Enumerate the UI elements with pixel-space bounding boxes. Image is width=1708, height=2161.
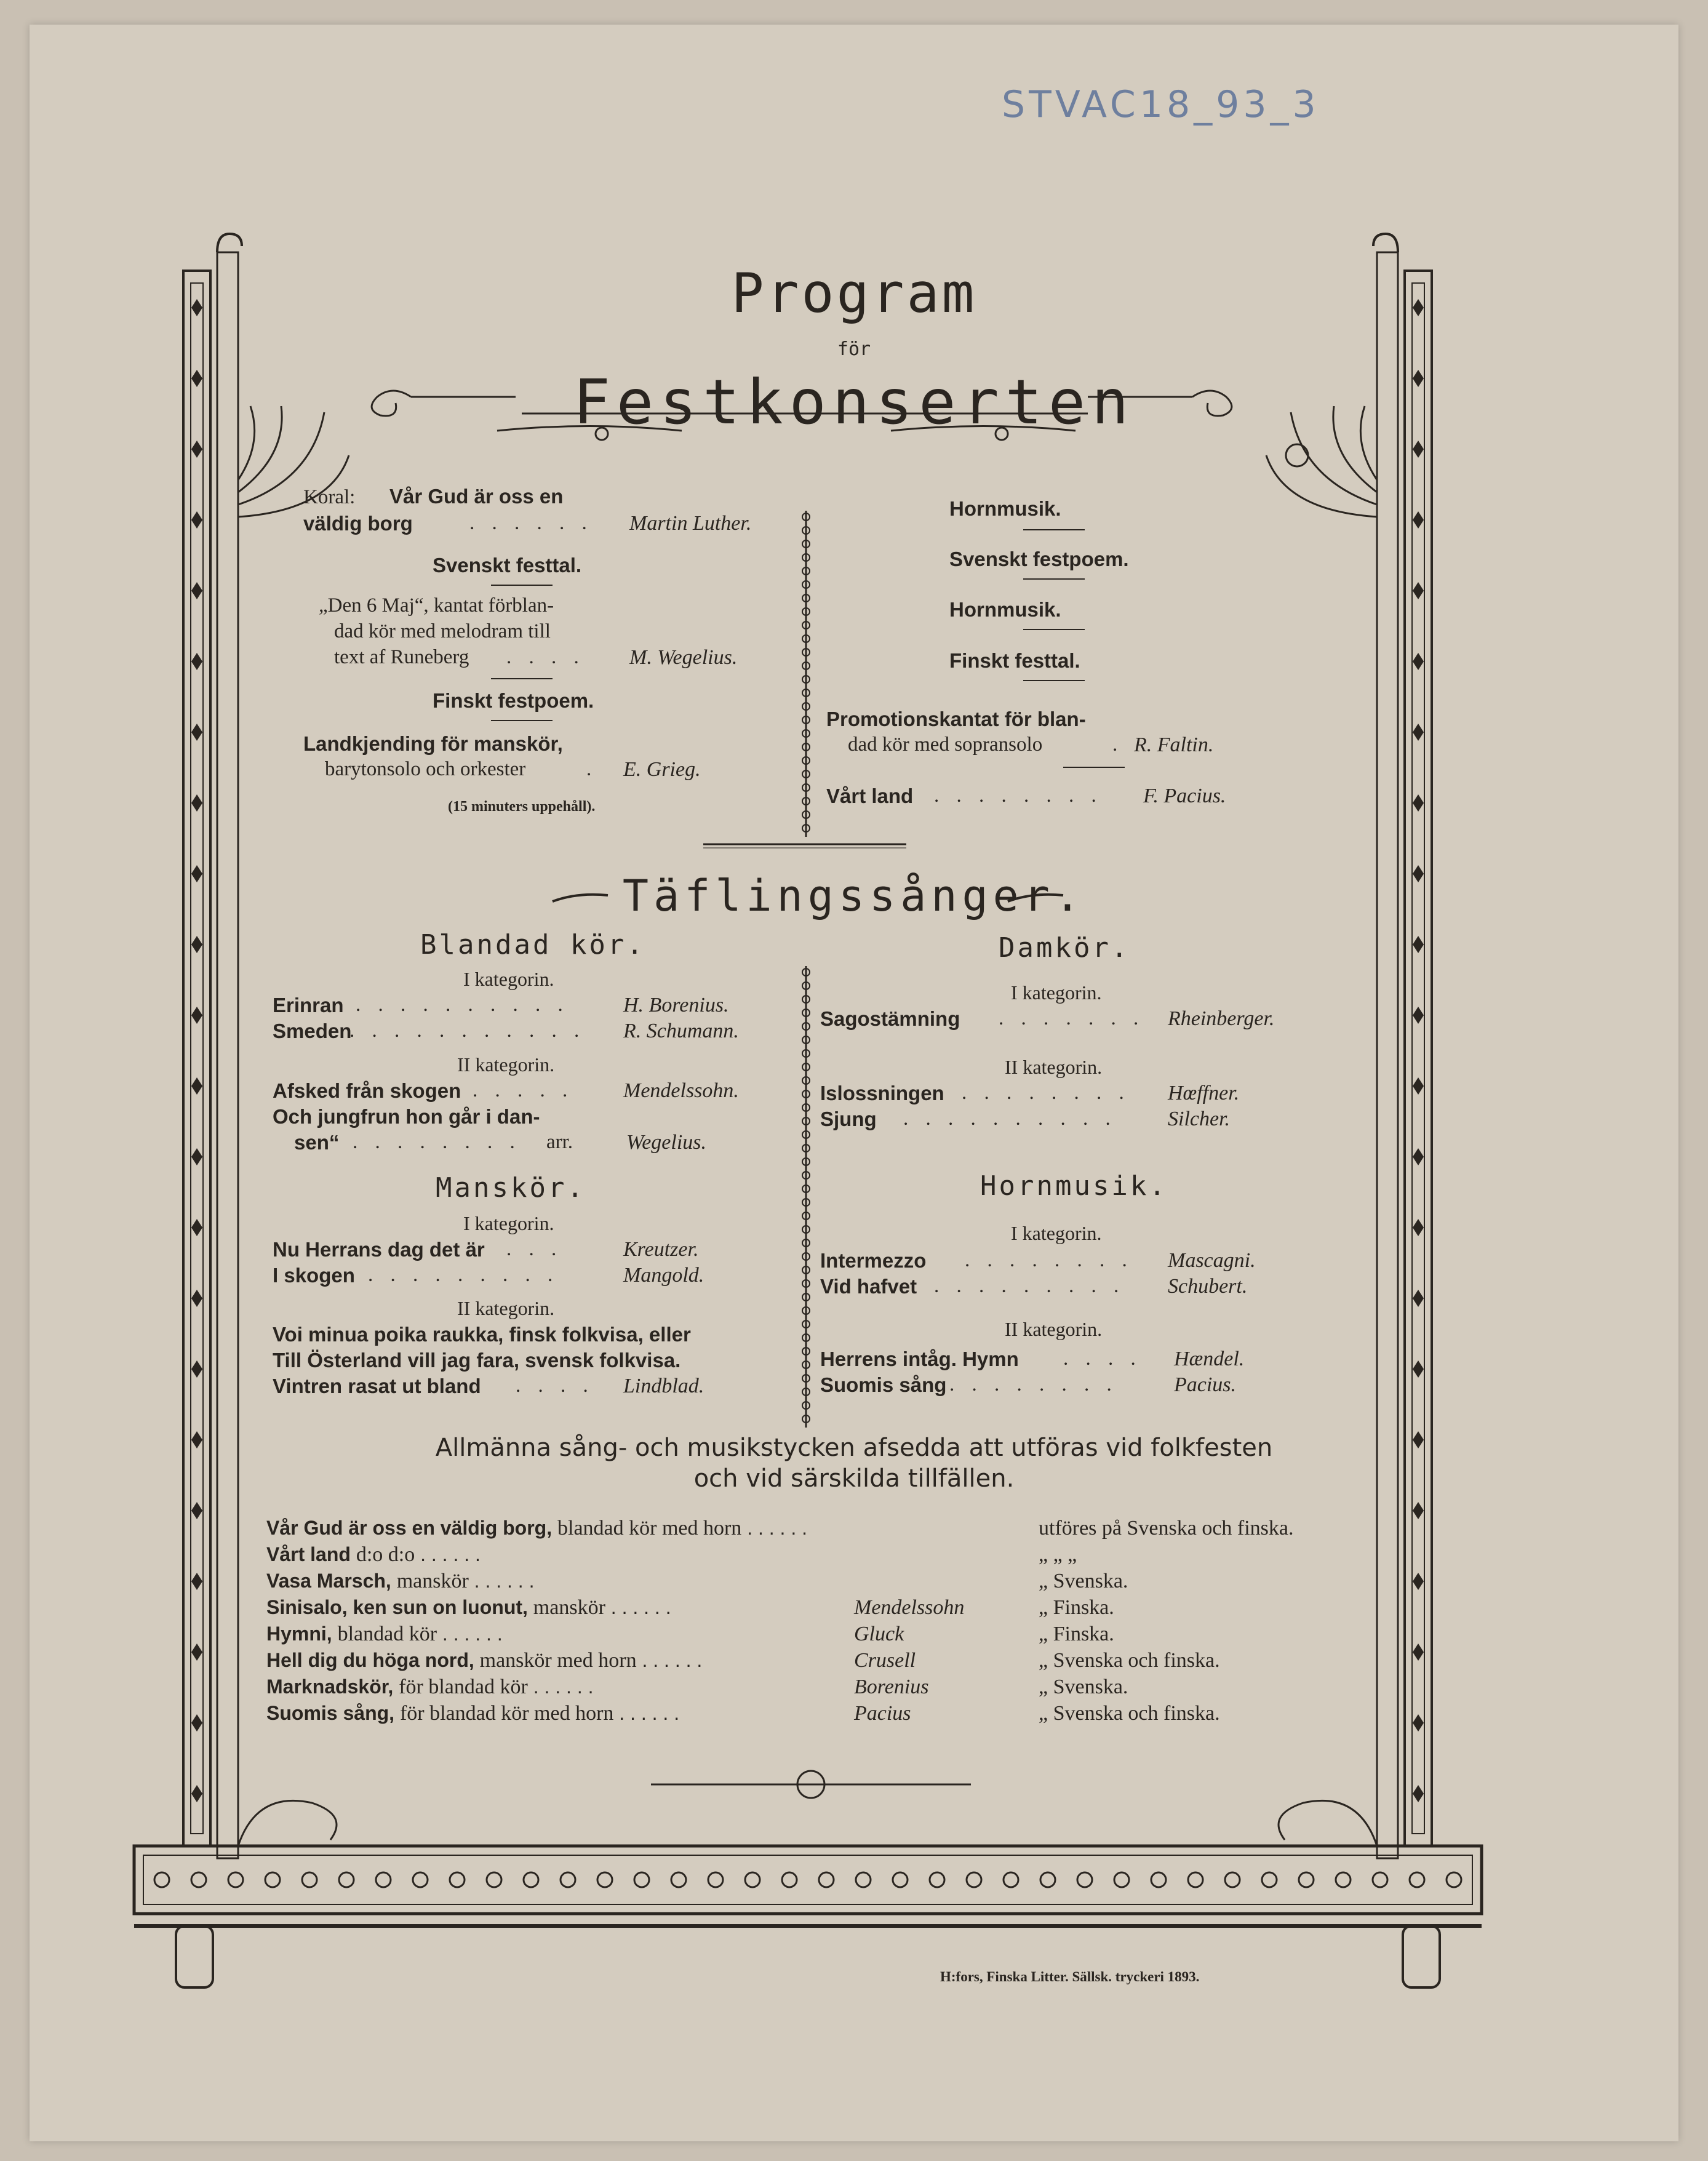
pillar-diamond bbox=[191, 1785, 202, 1802]
koral-title-2: väldig borg bbox=[303, 512, 413, 535]
intermezzo: Intermezzo bbox=[820, 1249, 927, 1272]
program-title: Program bbox=[731, 262, 977, 325]
general-row-title: Marknadskör, bbox=[266, 1676, 394, 1698]
dot-leader: . bbox=[586, 758, 598, 780]
band-rosette bbox=[930, 1872, 944, 1887]
dot-leader: . . . . . . . . bbox=[949, 1373, 1118, 1396]
svenskt-festtal: Svenskt festtal. bbox=[433, 554, 582, 577]
band-rosette bbox=[819, 1872, 834, 1887]
islossningen-composer: Hœffner. bbox=[1168, 1082, 1240, 1104]
separator bbox=[1023, 680, 1085, 681]
manskor-heading: Manskör. bbox=[436, 1172, 586, 1204]
herrens-intag-composer: Hændel. bbox=[1174, 1348, 1245, 1370]
vid-hafvet-composer: Schubert. bbox=[1168, 1275, 1248, 1298]
general-row-title: Vår Gud är oss en väldig borg, bbox=[266, 1517, 553, 1539]
pillar-diamond bbox=[191, 1290, 202, 1307]
general-row: Vår Gud är oss en väldig borg, blandad kör med horn . . . . . . bbox=[266, 1517, 807, 1540]
damkor-cat-1: I kategorin. bbox=[1011, 981, 1102, 1004]
pillar-diamond bbox=[1413, 936, 1424, 953]
general-row: Marknadskör, för blandad kör . . . . . . bbox=[266, 1676, 594, 1698]
herrens-intag: Herrens intåg. Hymn bbox=[820, 1348, 1019, 1370]
general-row-title: Suomis sång, bbox=[266, 1702, 395, 1724]
i-skogen: I skogen bbox=[273, 1264, 355, 1287]
band-rosette bbox=[1336, 1872, 1351, 1887]
pillar-diamond bbox=[1413, 653, 1424, 670]
landkjending-composer: E. Grieg. bbox=[623, 758, 701, 781]
general-row-language: „ Finska. bbox=[1039, 1596, 1114, 1619]
dot-leader: . . . . . . . . . bbox=[934, 1275, 1125, 1297]
sagostamning: Sagostämning bbox=[820, 1007, 960, 1030]
separator bbox=[1063, 767, 1125, 768]
sjung-composer: Silcher. bbox=[1168, 1108, 1231, 1130]
band-rosette bbox=[228, 1872, 243, 1887]
pillar-diamond bbox=[1413, 1785, 1424, 1802]
pillar-diamond bbox=[1413, 1714, 1424, 1732]
separator bbox=[491, 720, 553, 721]
hornmusik-cat-2: II kategorin. bbox=[1005, 1318, 1103, 1340]
dot-leader: . . . . . . . . bbox=[353, 1131, 521, 1153]
dot-leader: . . . . . . . . bbox=[934, 785, 1103, 807]
general-row-detail: manskör bbox=[396, 1570, 469, 1592]
pillar-diamond bbox=[191, 1148, 202, 1165]
hornmusik-2: Hornmusik. bbox=[949, 598, 1061, 621]
blandad-cat-2: II kategorin. bbox=[457, 1053, 555, 1076]
till-osterland-text: Till Österland vill jag fara, svensk folkvisa. bbox=[273, 1349, 681, 1372]
blandad-kor-heading: Blandad kör. bbox=[420, 929, 645, 961]
jungfrun-arr: arr. bbox=[546, 1131, 573, 1153]
band-rosette bbox=[1151, 1872, 1166, 1887]
pillar-diamond bbox=[1413, 1219, 1424, 1236]
kantat-line-2: dad kör med melodram till bbox=[334, 620, 551, 642]
band-rosette bbox=[191, 1872, 206, 1887]
band-rosette bbox=[1410, 1872, 1424, 1887]
contest-title: Täflingssånger. bbox=[622, 871, 1086, 921]
band-rosette bbox=[265, 1872, 280, 1887]
general-row: Hell dig du höga nord, manskör med horn . . . . . . bbox=[266, 1649, 703, 1672]
program-for: för bbox=[837, 338, 871, 360]
band-rosette bbox=[450, 1872, 465, 1887]
general-row-composer: Borenius bbox=[854, 1676, 929, 1698]
intermezzo-composer: Mascagni. bbox=[1168, 1249, 1256, 1272]
band-rosette bbox=[1225, 1872, 1240, 1887]
band-rosette bbox=[893, 1872, 908, 1887]
pillar-diamond bbox=[1413, 1573, 1424, 1590]
band-rosette bbox=[967, 1872, 981, 1887]
koral-title-1: Vår Gud är oss en bbox=[389, 485, 564, 508]
vintren: Vintren rasat ut bland bbox=[273, 1375, 481, 1397]
dot-leader: . . . . . . . . . bbox=[368, 1264, 559, 1286]
dot-leader: . . . . . bbox=[473, 1079, 574, 1101]
general-row-language: „ Svenska. bbox=[1039, 1570, 1128, 1592]
band-rosette bbox=[1077, 1872, 1092, 1887]
dot-leader: . . . . . . . . bbox=[962, 1082, 1130, 1104]
separator bbox=[491, 585, 553, 586]
pillar-diamond bbox=[191, 1007, 202, 1024]
kantat-composer: M. Wegelius. bbox=[629, 646, 738, 669]
band-rosette bbox=[154, 1872, 169, 1887]
general-row-composer: Pacius bbox=[854, 1702, 911, 1725]
promotionskantat-composer: R. Faltin. bbox=[1134, 733, 1214, 756]
islossningen: Islossningen bbox=[820, 1082, 944, 1104]
erinran: Erinran bbox=[273, 994, 344, 1017]
koral-prefix: Koral: bbox=[303, 486, 356, 508]
general-heading-2: och vid särskilda tillfällen. bbox=[693, 1464, 1015, 1493]
svenskt-festpoem: Svenskt festpoem. bbox=[949, 548, 1129, 570]
pillar-diamond bbox=[191, 1714, 202, 1732]
general-row-title: Vasa Marsch, bbox=[266, 1570, 391, 1592]
band-rosette bbox=[671, 1872, 686, 1887]
pillar-diamond bbox=[191, 1644, 202, 1661]
general-row-composer: Gluck bbox=[854, 1623, 904, 1645]
landkjending-line-2: barytonsolo och orkester bbox=[325, 758, 526, 780]
separator bbox=[1023, 629, 1085, 630]
pillar-diamond bbox=[1413, 511, 1424, 529]
general-row-detail: blandad kör med horn bbox=[557, 1517, 742, 1540]
band-rosette bbox=[856, 1872, 871, 1887]
voi-minua bbox=[273, 1323, 691, 1346]
pillar-diamond bbox=[191, 1360, 202, 1378]
jungfrun-line-1: Och jungfrun hon går i dan- bbox=[273, 1105, 540, 1128]
voi-minua-text: Voi minua poika raukka, finsk folkvisa, eller bbox=[273, 1323, 691, 1346]
band-rosette bbox=[1004, 1872, 1018, 1887]
jungfrun-line-2: sen“ bbox=[294, 1131, 340, 1154]
pillar-diamond bbox=[1413, 1502, 1424, 1519]
promotionskantat-line-1: Promotionskantat för blan- bbox=[826, 708, 1086, 730]
separator bbox=[491, 678, 553, 679]
pillar-diamond bbox=[1413, 1360, 1424, 1378]
pillar-diamond bbox=[1413, 1644, 1424, 1661]
dot-leader: . . . . . . . bbox=[999, 1007, 1145, 1029]
damkor-heading: Damkör. bbox=[999, 932, 1130, 964]
separator bbox=[1023, 578, 1085, 580]
landkjending-text: Landkjending för manskör, bbox=[303, 732, 563, 755]
program-sheet bbox=[30, 25, 1678, 2141]
dot-leader: . . . . bbox=[506, 646, 585, 668]
general-row-language: utföres på Svenska och finska. bbox=[1039, 1517, 1294, 1540]
general-row: Vasa Marsch, manskör . . . . . . bbox=[266, 1570, 535, 1592]
blandad-cat-1: I kategorin. bbox=[463, 968, 554, 990]
damkor-cat-2: II kategorin. bbox=[1005, 1056, 1103, 1078]
dot-leader: . . . bbox=[506, 1238, 563, 1260]
band-rosette bbox=[302, 1872, 317, 1887]
till-osterland bbox=[273, 1349, 680, 1372]
general-heading-1: Allmänna sång- och musikstycken afsedda att utföras vid folkfesten bbox=[435, 1434, 1273, 1462]
smeden-composer: R. Schumann. bbox=[623, 1020, 739, 1042]
suomis-sang-composer: Pacius. bbox=[1174, 1373, 1237, 1396]
pillar-diamond bbox=[191, 724, 202, 741]
pillar-diamond bbox=[191, 936, 202, 953]
pillar-diamond bbox=[1413, 1077, 1424, 1095]
vid-hafvet: Vid hafvet bbox=[820, 1275, 917, 1298]
erinran-composer: H. Borenius. bbox=[623, 994, 729, 1017]
band-rosette bbox=[634, 1872, 649, 1887]
general-row-language: „ Svenska och finska. bbox=[1039, 1702, 1220, 1725]
general-row: Sinisalo, ken sun on luonut, manskör . . . . . . bbox=[266, 1596, 671, 1619]
pillar-diamond bbox=[191, 794, 202, 812]
band-rosette bbox=[1262, 1872, 1277, 1887]
promotionskantat-line-2: dad kör med sopransolo bbox=[848, 733, 1043, 756]
dot-leader: . . . . . . bbox=[469, 512, 593, 534]
pillar-diamond bbox=[1413, 794, 1424, 812]
band-rosette bbox=[782, 1872, 797, 1887]
dot-leader: . . . . bbox=[1063, 1348, 1142, 1370]
general-row-language: „ „ „ bbox=[1039, 1543, 1077, 1566]
vart-land: Vårt land bbox=[826, 785, 914, 807]
pillar-diamond bbox=[1413, 724, 1424, 741]
general-row-title: Sinisalo, ken sun on luonut, bbox=[266, 1596, 528, 1618]
pillar-diamond bbox=[1413, 1007, 1424, 1024]
manskor-cat-1: I kategorin. bbox=[463, 1212, 554, 1234]
band-rosette bbox=[487, 1872, 501, 1887]
general-row: Hymni, blandad kör . . . . . . bbox=[266, 1623, 503, 1645]
band-rosette bbox=[745, 1872, 760, 1887]
program-subtitle: Festkonserten bbox=[573, 366, 1135, 438]
band-rosette bbox=[339, 1872, 354, 1887]
hornmusik-heading: Hornmusik. bbox=[980, 1170, 1168, 1202]
dot-leader: . . . . . . . . . . bbox=[356, 994, 569, 1016]
landkjending-line-1 bbox=[303, 732, 563, 756]
dot-leader: . . . . . . . . . . . bbox=[349, 1020, 586, 1042]
suomis-sang: Suomis sång bbox=[820, 1373, 947, 1396]
general-row-language: „ Svenska och finska. bbox=[1039, 1649, 1220, 1672]
general-row-language: „ Svenska. bbox=[1039, 1676, 1128, 1698]
smeden: Smeden bbox=[273, 1020, 352, 1042]
general-row-detail: blandad kör bbox=[337, 1623, 437, 1645]
afsked: Afsked från skogen bbox=[273, 1079, 461, 1102]
nu-herrans: Nu Herrans dag det är bbox=[273, 1238, 485, 1261]
band-rosette bbox=[376, 1872, 391, 1887]
printer-imprint: H:fors, Finska Litter. Sällsk. tryckeri 1893. bbox=[940, 1969, 1200, 1984]
general-row-language: „ Finska. bbox=[1039, 1623, 1114, 1645]
pillar-diamond bbox=[191, 441, 202, 458]
general-row-title: Hell dig du höga nord, bbox=[266, 1649, 474, 1671]
manskor-cat-2: II kategorin. bbox=[457, 1297, 555, 1319]
band-rosette bbox=[708, 1872, 723, 1887]
dot-leader: . . . . . . . . . . bbox=[903, 1108, 1117, 1130]
pillar-diamond bbox=[191, 511, 202, 529]
band-rosette bbox=[1447, 1872, 1461, 1887]
pillar-diamond bbox=[191, 582, 202, 599]
pillar-diamond bbox=[1413, 1148, 1424, 1165]
koral-composer: Martin Luther. bbox=[629, 512, 752, 535]
band-rosette bbox=[1040, 1872, 1055, 1887]
band-rosette bbox=[1299, 1872, 1314, 1887]
finskt-festpoem: Finskt festpoem. bbox=[433, 689, 594, 712]
sjung: Sjung bbox=[820, 1108, 877, 1130]
band-rosette bbox=[1188, 1872, 1203, 1887]
pillar-diamond bbox=[191, 653, 202, 670]
band-rosette bbox=[561, 1872, 575, 1887]
pillar-diamond bbox=[191, 1502, 202, 1519]
kantat-line-3: text af Runeberg bbox=[334, 646, 469, 668]
archive-id: STVAC18_93_3 bbox=[1002, 83, 1320, 126]
dot-leader: . bbox=[1112, 733, 1124, 756]
general-row-composer: Mendelssohn bbox=[854, 1596, 965, 1619]
sagostamning-composer: Rheinberger. bbox=[1168, 1007, 1275, 1030]
vintren-composer: Lindblad. bbox=[623, 1375, 704, 1397]
jungfrun-composer: Wegelius. bbox=[626, 1131, 707, 1154]
hornmusik-cat-1: I kategorin. bbox=[1011, 1222, 1102, 1244]
general-row-title: Vårt land bbox=[266, 1543, 351, 1565]
band-rosette bbox=[1114, 1872, 1129, 1887]
intermission-note: (15 minuters uppehåll). bbox=[448, 799, 596, 815]
pillar-diamond bbox=[1413, 1290, 1424, 1307]
general-row: Suomis sång, för blandad kör med horn . . . . . . bbox=[266, 1702, 680, 1725]
dot-leader: . . . . . . . . bbox=[965, 1249, 1133, 1271]
general-row-detail: manskör med horn bbox=[479, 1649, 637, 1672]
separator bbox=[1023, 529, 1085, 530]
band-rosette bbox=[1373, 1872, 1387, 1887]
finskt-festtal: Finskt festtal. bbox=[949, 649, 1080, 672]
pillar-diamond bbox=[1413, 582, 1424, 599]
general-row-detail: d:o d:o bbox=[356, 1543, 415, 1566]
pillar-diamond bbox=[191, 1219, 202, 1236]
kantat-line-1: „Den 6 Maj“, kantat förblan- bbox=[319, 594, 554, 617]
pillar-diamond bbox=[191, 1573, 202, 1590]
pillar-diamond bbox=[1413, 441, 1424, 458]
general-row: Vårt land d:o d:o . . . . . . bbox=[266, 1543, 481, 1566]
afsked-composer: Mendelssohn. bbox=[623, 1079, 739, 1102]
general-row-detail: för blandad kör bbox=[399, 1676, 528, 1698]
hornmusik-1: Hornmusik. bbox=[949, 497, 1061, 520]
general-row-detail: för blandad kör med horn bbox=[399, 1702, 614, 1725]
pillar-diamond bbox=[191, 1077, 202, 1095]
dot-leader: . . . . bbox=[516, 1375, 594, 1397]
general-row-composer: Crusell bbox=[854, 1649, 916, 1672]
nu-herrans-composer: Kreutzer. bbox=[623, 1238, 699, 1261]
general-row-title: Hymni, bbox=[266, 1623, 332, 1645]
i-skogen-composer: Mangold. bbox=[623, 1264, 704, 1287]
vart-land-composer: F. Pacius. bbox=[1143, 785, 1226, 807]
band-rosette bbox=[597, 1872, 612, 1887]
band-rosette bbox=[413, 1872, 428, 1887]
band-rosette bbox=[524, 1872, 538, 1887]
general-row-detail: manskör bbox=[533, 1596, 605, 1619]
